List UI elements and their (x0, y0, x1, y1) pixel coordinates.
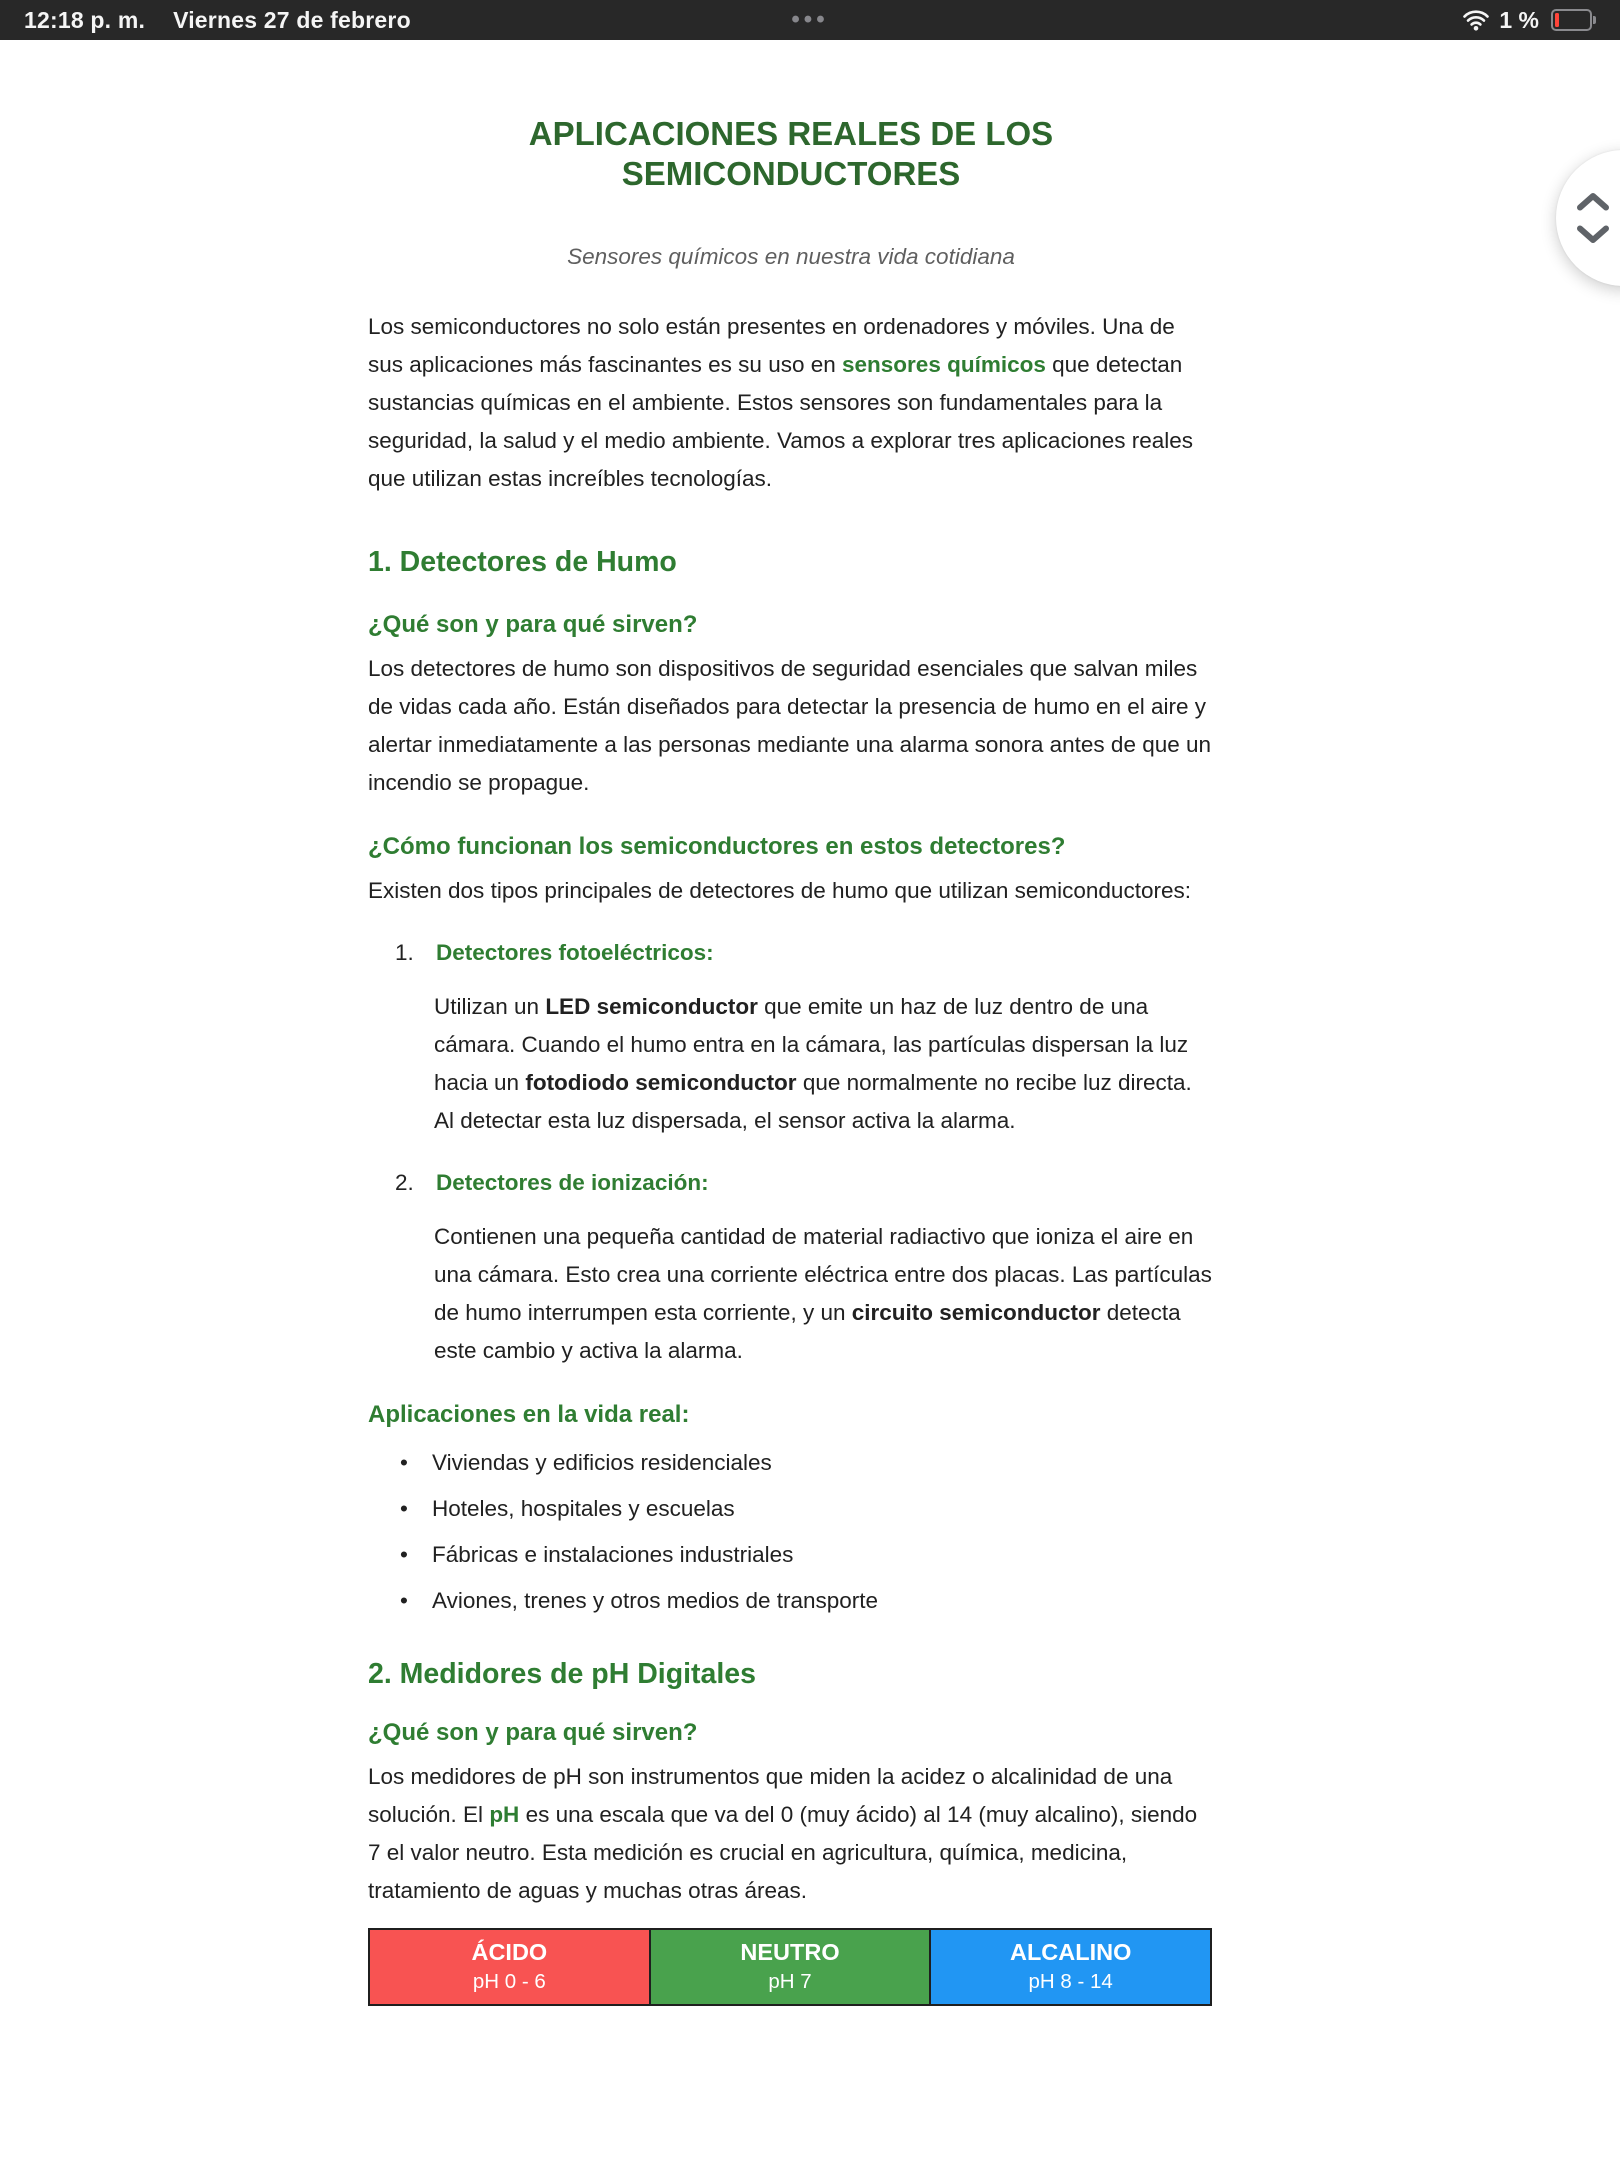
ph-cell-label: NEUTRO (740, 1939, 840, 1965)
section1-q2-paragraph: Existen dos tipos principales de detectores de humo que utilizan semiconductores: (368, 878, 1191, 903)
status-left-group (24, 7, 411, 34)
list-item-title: Detectores de ionización: (436, 1170, 709, 1195)
text-run: detecta este cambio y activa la alarma. (434, 1300, 1181, 1363)
section2-heading: 2. Medidores de pH Digitales (368, 1658, 757, 1690)
battery-icon (1551, 9, 1596, 31)
list-item (368, 934, 1214, 972)
text-run: que normalmente no recibe luz directa. Al detectar esta luz dispersada, el sensor activa la alarma. (434, 1070, 1192, 1133)
list-item-number: 2. (395, 1170, 414, 1195)
multitasking-dots-icon[interactable]: ••• (791, 6, 829, 33)
battery-percent: 1 % (1499, 6, 1539, 33)
status-bar (0, 0, 1620, 40)
bullet-marker: • (400, 1542, 408, 1567)
bullet-text: Hoteles, hospitales y escuelas (432, 1496, 735, 1521)
status-date: Viernes 27 de febrero (173, 6, 411, 33)
bullet-text: Fábricas e instalaciones industriales (432, 1542, 794, 1567)
ph-cell-label: ALCALINO (1009, 1939, 1132, 1965)
wifi-icon (1462, 10, 1490, 31)
section1-q2-heading: ¿Cómo funcionan los semiconductores en estos detectores? (368, 833, 1066, 860)
bullet-marker: • (400, 1450, 408, 1475)
ph-cell-label: ÁCIDO (471, 1939, 548, 1965)
ph-cell-range: pH 0 - 6 (472, 1970, 546, 1993)
bullet-marker: • (400, 1588, 408, 1613)
chevron-up-icon[interactable] (1574, 191, 1612, 212)
applications-heading: Aplicaciones en la vida real: (368, 1401, 690, 1428)
text-run: Utilizan un (434, 994, 546, 1019)
text-run: que emite un haz de luz dentro de una cámara. Cuando el humo entra en la cámara, las partículas dispersan la luz hacia un (434, 994, 1189, 1095)
status-time: 12:18 p. m. (24, 6, 146, 33)
ph-cell-acid (370, 1930, 649, 2004)
document-subtitle: Sensores químicos en nuestra vida cotidiana (567, 244, 1015, 269)
text-run: Contienen una pequeña cantidad de material radiactivo que ioniza el aire en una cámara. Esto crea una corriente eléctrica entre dos placas. Las partículas de humo interrumpen esta corriente, y un (434, 1224, 1212, 1325)
list-item-paragraph (434, 1218, 1214, 1370)
detector-types-list (368, 934, 1214, 1370)
section1-heading: 1. Detectores de Humo (368, 546, 677, 578)
document-page (368, 40, 1214, 2006)
bullet-item (368, 1582, 1214, 1620)
status-center-group (791, 0, 828, 40)
status-right-group (1462, 7, 1596, 34)
ph-scale-table (368, 1928, 1212, 2006)
list-item-paragraph (434, 988, 1214, 1140)
text-run-highlight: pH (489, 1802, 520, 1827)
scroll-buttons[interactable] (1556, 150, 1620, 286)
ph-cell-alkaline (929, 1930, 1210, 2004)
section2-q1-heading: ¿Qué son y para qué sirven? (368, 1719, 698, 1746)
bullet-item (368, 1444, 1214, 1482)
bullet-text: Viviendas y edificios residenciales (432, 1450, 772, 1475)
text-run: Los semiconductores no solo están presentes en ordenadores y móviles. Una de sus aplicaciones más fascinantes es su uso en (368, 314, 1175, 377)
text-run: Los medidores de pH son instrumentos que miden la acidez o alcalinidad de una solución. El (368, 1764, 1173, 1827)
text-run-highlight: sensores químicos (842, 352, 1046, 377)
section1-q1-paragraph: Los detectores de humo son dispositivos de seguridad esenciales que salvan miles de vidas cada año. Están diseñados para detectar la presencia de humo en el aire y alertar inmediatamente a las personas mediante una alarma sonora antes de que un incendio se propague. (368, 656, 1212, 795)
chevron-down-icon[interactable] (1574, 224, 1612, 245)
section2-paragraph (368, 1758, 1214, 1910)
text-run-bold: LED semiconductor (545, 994, 758, 1019)
bullet-text: Aviones, trenes y otros medios de transporte (432, 1588, 879, 1613)
ph-cell-range: pH 7 (768, 1970, 812, 1993)
text-run: es una escala que va del 0 (muy ácido) al 14 (muy alcalino), siendo 7 el valor neutro. Esta medición es crucial en agricultura, química, medicina, tratamiento de aguas y muchas otras áreas. (368, 1802, 1198, 1903)
list-item-number: 1. (395, 940, 414, 965)
intro-paragraph (368, 308, 1214, 498)
bullet-item (368, 1536, 1214, 1574)
document-title: APLICACIONES REALES DE LOS SEMICONDUCTORES (528, 115, 1054, 192)
text-run-bold: fotodiodo semiconductor (525, 1070, 797, 1095)
text-run: que detectan sustancias químicas en el ambiente. Estos sensores son fundamentales para la seguridad, la salud y el medio ambiente. Vamos a explorar tres aplicaciones reales que utilizan estas increíbles tecnologías. (368, 352, 1194, 491)
applications-list (368, 1444, 1214, 1620)
bullet-marker: • (400, 1496, 408, 1521)
battery-level-fill (1555, 13, 1559, 27)
list-item (368, 1164, 1214, 1202)
text-run-bold: circuito semiconductor (851, 1300, 1101, 1325)
bullet-item (368, 1490, 1214, 1528)
section1-q1-heading: ¿Qué son y para qué sirven? (368, 611, 698, 638)
ph-cell-range: pH 8 - 14 (1028, 1970, 1113, 1993)
list-item-title: Detectores fotoeléctricos: (436, 940, 714, 965)
ph-cell-neutral (649, 1930, 930, 2004)
